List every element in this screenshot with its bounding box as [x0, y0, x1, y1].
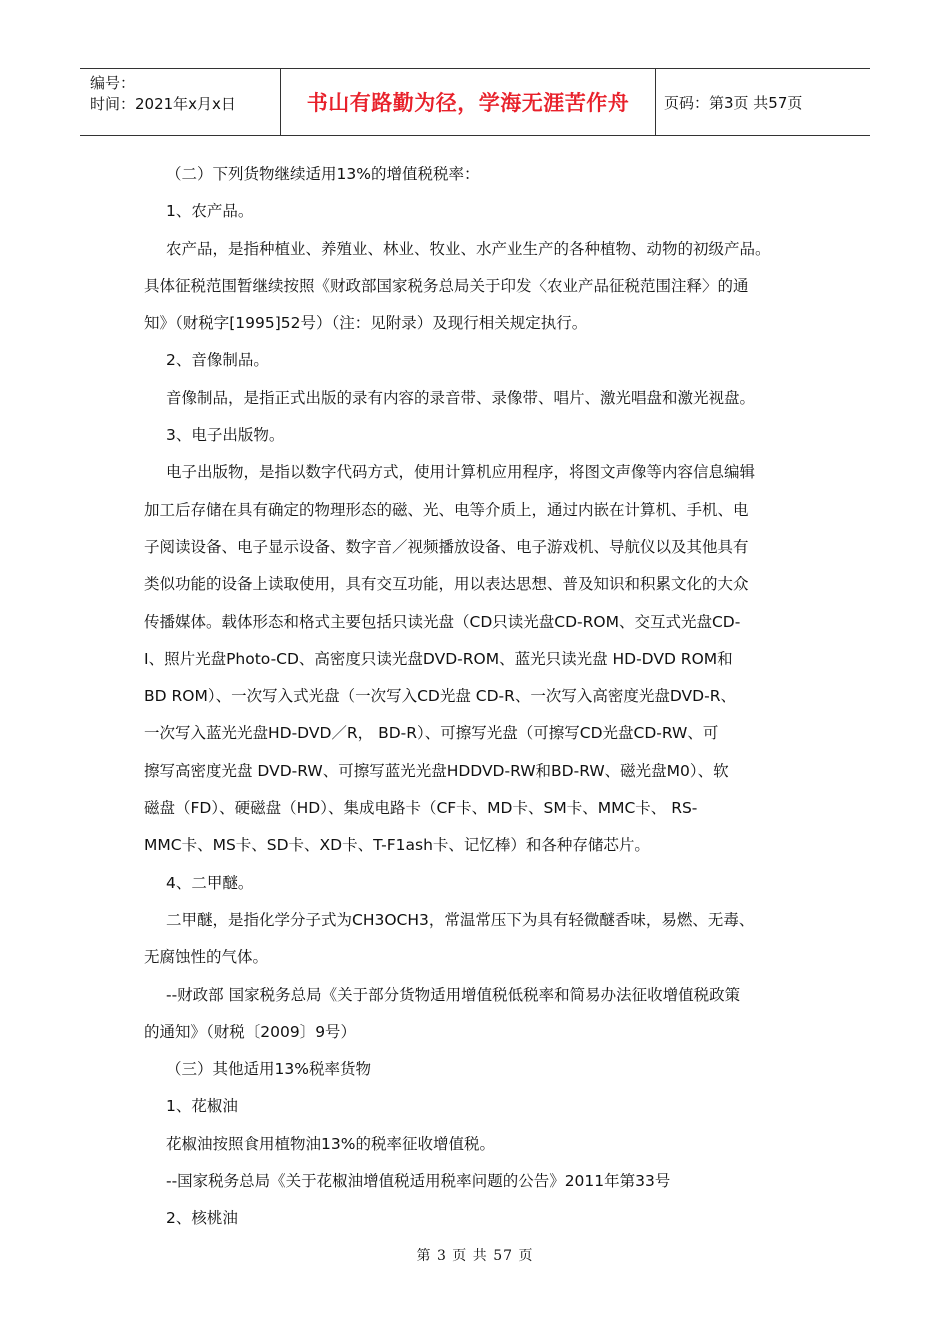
text-line: 一次写入蓝光光盘HD-DVD／R， BD-R）、可擦写光盘（可擦写CD光盘CD-RW、可	[144, 724, 719, 743]
text-line: 二甲醚，是指化学分子式为CH3OCH3，常温常压下为具有轻微醚香味，易燃、无毒、	[166, 910, 755, 929]
text-line: 无腐蚀性的气体。	[144, 948, 269, 967]
header-motto: 书山有路勤为径，学海无涯苦作舟	[281, 69, 656, 135]
text-line: 擦写高密度光盘 DVD-RW、可擦写蓝光光盘HDDVD-RW和BD-RW、磁光盘M0）、软	[144, 761, 729, 780]
document-time: 时间：2021年x月x日	[90, 95, 236, 113]
text-line: 子阅读设备、电子显示设备、数字音／视频播放设备、电子游戏机、导航仪以及其他具有	[144, 537, 749, 556]
text-line: BD ROM）、一次写入式光盘（一次写入CD光盘 CD-R、一次写入高密度光盘DVD-R、	[144, 687, 736, 706]
citation-line: 的通知》（财税〔2009〕9号）	[144, 1022, 357, 1041]
item-heading: 1、农产品。	[166, 202, 254, 221]
text-line: 花椒油按照食用植物油13%的税率征收增值税。	[166, 1134, 495, 1153]
text-line: 传播媒体。载体形态和格式主要包括只读光盘（CD只读光盘CD-ROM、交互式光盘CD-	[144, 612, 741, 631]
text-line: 加工后存储在具有确定的物理形态的磁、光、电等介质上，通过内嵌在计算机、手机、电	[144, 500, 749, 519]
text-line: 类似功能的设备上读取使用，具有交互功能，用以表达思想、普及知识和积累文化的大众	[144, 575, 749, 594]
section-heading: （二）下列货物继续适用13%的增值税税率：	[166, 165, 480, 183]
text-line: 具体征税范围暂继续按照《财政部国家税务总局关于印发〈农业产品征税范围注释〉的通	[144, 276, 749, 295]
document-number: 编号：	[90, 74, 136, 92]
item-heading: 2、音像制品。	[166, 351, 269, 370]
page-header	[80, 68, 870, 136]
citation-line: --财政部 国家税务总局《关于部分货物适用增值税低税率和简易办法征收增值税政策	[166, 985, 741, 1004]
citation-line: --国家税务总局《关于花椒油增值税适用税率问题的公告》2011年第33号	[166, 1172, 671, 1191]
text-line: 知》（财税字[1995]52号）（注：见附录）及现行相关规定执行。	[144, 314, 588, 333]
section-heading: （三）其他适用13%税率货物	[166, 1060, 371, 1079]
header-page-number: 页码：第3页 共57页	[664, 93, 803, 112]
text-line: I、照片光盘Photo-CD、高密度只读光盘DVD-ROM、蓝光只读光盘 HD-DVD ROM和	[144, 649, 733, 668]
document-body	[144, 156, 808, 1238]
item-heading: 3、电子出版物。	[166, 426, 285, 445]
text-line: 音像制品，是指正式出版的录有内容的录音带、录像带、唱片、激光唱盘和激光视盘。	[166, 388, 756, 407]
text-line: MMC卡、MS卡、SD卡、XD卡、T-F1ash卡、记忆棒）和各种存储芯片。	[144, 836, 650, 855]
item-heading: 2、核桃油	[166, 1209, 238, 1228]
header-meta	[80, 69, 281, 135]
text-line: 农产品，是指种植业、养殖业、林业、牧业、水产业生产的各种植物、动物的初级产品。	[166, 239, 771, 258]
text-line: 电子出版物，是指以数字代码方式，使用计算机应用程序，将图文声像等内容信息编辑	[166, 463, 756, 482]
page-footer: 第 3 页 共 57 页	[416, 1248, 534, 1264]
item-heading: 4、二甲醚。	[166, 873, 254, 892]
text-line: 磁盘（FD）、硬磁盘（HD）、集成电路卡（CF卡、MD卡、SM卡、MMC卡、 RS-	[144, 799, 698, 818]
item-heading: 1、花椒油	[166, 1097, 238, 1116]
